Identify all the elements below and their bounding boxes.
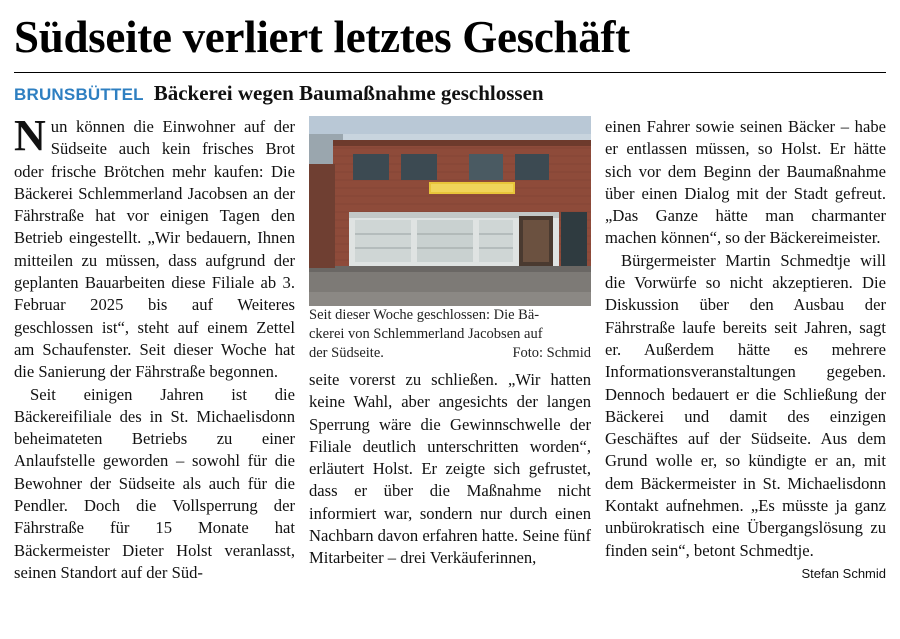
paragraph: seite vorerst zu schließen. „Wir hatten keine Wahl, aber angesichts der langen Sperrung wäre die Gewinnschwelle der Filiale deutlich unterschritten worden“, erläutert Holst. Er zeigte sich gefrustet, dass er über die Maßnahme nicht informiert war, sondern nur durch einen Nachbarn davon erfahren hatte. Seine fünf Mitarbeiter – drei Verkäuferinnen,	[309, 370, 591, 568]
caption-line-3	[309, 344, 591, 363]
article-subhead: Bäckerei wegen Baumaßnahme geschlossen	[153, 81, 544, 105]
column-2	[309, 116, 591, 616]
column-1	[14, 111, 295, 616]
photo-caption	[309, 306, 591, 363]
paragraph: Seit einigen Jahren ist die Bäckereifiliale des in St. Michaelisdonn beheimateten Betriebs zu einer Anlaufstelle geworden – sowohl für die Bewohner der Südseite als auch für die Pendler. Doch die Vollsperrung der Fährstraße für 15 Monate hat Bäckermeister Dieter Holst veranlasst, seinen Standort auf der Süd-	[14, 384, 295, 582]
page-title: Südseite verliert letztes Geschäft	[14, 12, 630, 62]
caption-line-2: ckerei von Schlemmerland Jacobsen auf	[309, 326, 543, 342]
author-byline: Stefan Schmid	[801, 565, 886, 581]
article-photo-figure	[309, 116, 591, 363]
bakery-storefront-photo	[309, 116, 591, 306]
headline-divider	[14, 72, 886, 73]
paragraph: Nun können die Einwohner auf der Südseite auch kein frisches Brot oder frische Brötchen mehr kaufen: Die Bäckerei Schlemmerland Jacobsen an der Fährstraße hat vor einigen Tagen den Betrieb eingestellt. „Wir bedauern, Ihnen mitteilen zu müssen, dass aufgrund der geplanten Bauarbeiten diese Filiale ab 3. Februar 2025 bis auf Weiteres geschlossen ist“, steht auf einem Zettel am Schaufenster. Seit dieser Woche hat die Sanierung der Fährstraße begonnen.	[14, 111, 295, 382]
paragraph: einen Fahrer sowie seinen Bäcker – habe er entlassen müssen, so Holst. Er hätte sich vor dem Beginn der Baumaßnahme über einen Dialog mit der Stadt gefreut. „Das Ganze hätte man charmanter machen können“, so der Bäckereimeister.	[605, 117, 886, 248]
paragraph: Bürgermeister Martin Schmedtje will die Vorwürfe so nicht akzeptieren. Die Diskussion über den Ausbau der Fährstraße laufe bereits seit Jahren, sagt er. Außerdem hätte es mehrere Informationsveranstaltungen gegeben. Dennoch bedauert er die Schließung der Bäckerei und damit des einzigen Geschäftes auf der Südseite. Aus dem Grund wolle er, so kündigte er an, mit dem Bäckermeister in St. Michaelisdonn Kontakt aufnehmen. „Es müsste ja ganz unbürokratisch eine Übergangslösung zu finden sein“, betont Schmedtje.	[605, 250, 886, 560]
photo-credit: Foto: Schmid	[512, 345, 591, 361]
location-kicker: BRUNSBÜTTEL	[14, 85, 144, 104]
column-3	[605, 116, 886, 616]
caption-line-1: Seit dieser Woche geschlossen: Die Bä-	[309, 307, 540, 323]
subhead-row	[14, 81, 886, 106]
caption-line-3-text: der Südseite.	[309, 345, 384, 361]
article-columns	[14, 111, 886, 616]
